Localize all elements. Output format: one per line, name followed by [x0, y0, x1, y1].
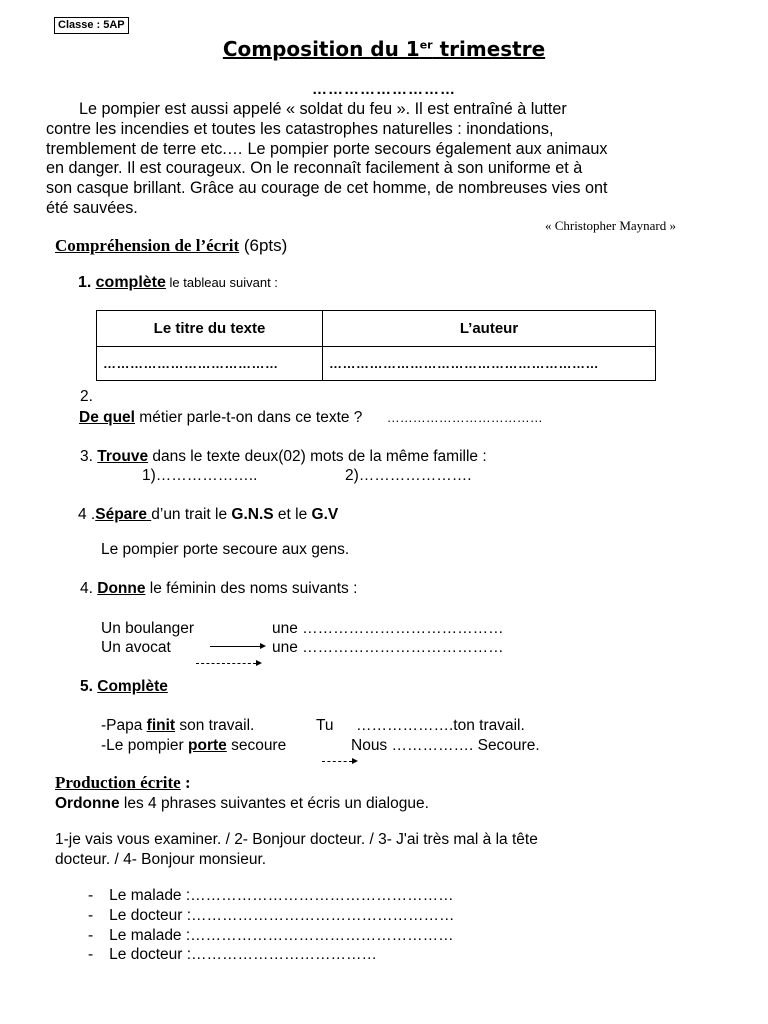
table-cell-title-answer[interactable]: ………………………………… — [97, 347, 323, 381]
arrow-icon — [210, 646, 260, 647]
noun-avocat: Un avocat — [101, 639, 171, 656]
phrases-line-1: 1-je vais vous examiner. / 2- Bonjour docteur. / 3- J'ai très mal à la tête — [55, 831, 538, 848]
reading-text — [46, 100, 726, 219]
answer-table — [96, 310, 656, 381]
question-4-feminine: 4. Donne le féminin des noms suivants : — [80, 580, 358, 597]
question-5-line-2: -Le pompier porte secoure — [101, 737, 287, 754]
text-line: contre les incendies et toutes les catastrophes naturelles : inondations, — [46, 119, 554, 138]
author-credit: « Christopher Maynard » — [544, 218, 676, 233]
question-5-line-1: -Papa finit son travail. — [101, 717, 255, 734]
classe-label: Classe : 5AP — [54, 17, 129, 34]
question-2: De quel métier parle-t-on dans ce texte ? ……………………………… — [79, 409, 543, 426]
dialogue-line[interactable]: - Le malade :…………………………………………… — [88, 927, 454, 944]
answer-avocat[interactable]: une ………………………………… — [272, 639, 504, 656]
dialogue-line[interactable]: - Le docteur :…………………………………………… — [88, 907, 455, 924]
question-2-number: 2. — [80, 388, 93, 405]
text-line: été sauvées. — [46, 198, 138, 217]
title-dots: ……………………… — [312, 81, 456, 98]
text-line: en danger. Il est courageux. On le reconnaît facilement à son uniforme et à — [46, 159, 583, 178]
question-3-answer-1[interactable]: 1)……………….. — [142, 467, 258, 484]
question-4-sentence: Le pompier porte secoure aux gens. — [101, 541, 350, 558]
question-3: 3. Trouve dans le texte deux(02) mots de la même famille : — [80, 448, 487, 465]
table-cell-author-answer[interactable]: …………………………………………………… — [323, 347, 656, 381]
page-title: Composition du 1er trimestre — [222, 37, 546, 61]
table-header-title: Le titre du texte — [97, 311, 323, 347]
question-3-answer-2[interactable]: 2)…………………. — [345, 467, 472, 484]
question-1: 1. complète le tableau suivant : — [78, 274, 278, 291]
phrases-line-2: docteur. / 4- Bonjour monsieur. — [55, 851, 267, 868]
question-4-separate: 4 .Sépare d’un trait le G.N.S et le G.V — [78, 506, 339, 523]
question-5-answer-1[interactable]: ……………….ton travail. — [356, 717, 525, 734]
production-instruction: Ordonne les 4 phrases suivantes et écris un dialogue. — [55, 795, 429, 812]
arrow-icon — [322, 761, 352, 762]
question-5-answer-2[interactable]: Nous ……………. Secoure. — [351, 737, 540, 754]
text-line: son casque brillant. Grâce au courage de cet homme, de nombreuses vies ont — [46, 179, 608, 198]
dialogue-line[interactable]: - Le docteur :……………………………… — [88, 946, 378, 963]
noun-boulanger: Un boulanger — [101, 620, 195, 637]
table-header-author: L’auteur — [323, 311, 656, 347]
question-5-pronoun-tu: Tu — [316, 717, 334, 734]
production-heading: Production écrite : — [55, 773, 191, 792]
dialogue-line[interactable]: - Le malade :…………………………………………… — [88, 887, 454, 904]
question-5: 5. Complète — [80, 678, 168, 695]
answer-dots[interactable]: ……………………………… — [386, 410, 543, 425]
text-line: Le pompier est aussi appelé « soldat du feu ». Il est entraîné à lutter — [79, 100, 567, 118]
comprehension-heading: Compréhension de l’écrit (6pts) — [55, 236, 288, 255]
text-line: tremblement de terre etc.… Le pompier porte secours également aux animaux — [46, 139, 608, 158]
answer-boulanger[interactable]: une ………………………………… — [272, 620, 504, 637]
arrow-icon — [196, 663, 256, 664]
